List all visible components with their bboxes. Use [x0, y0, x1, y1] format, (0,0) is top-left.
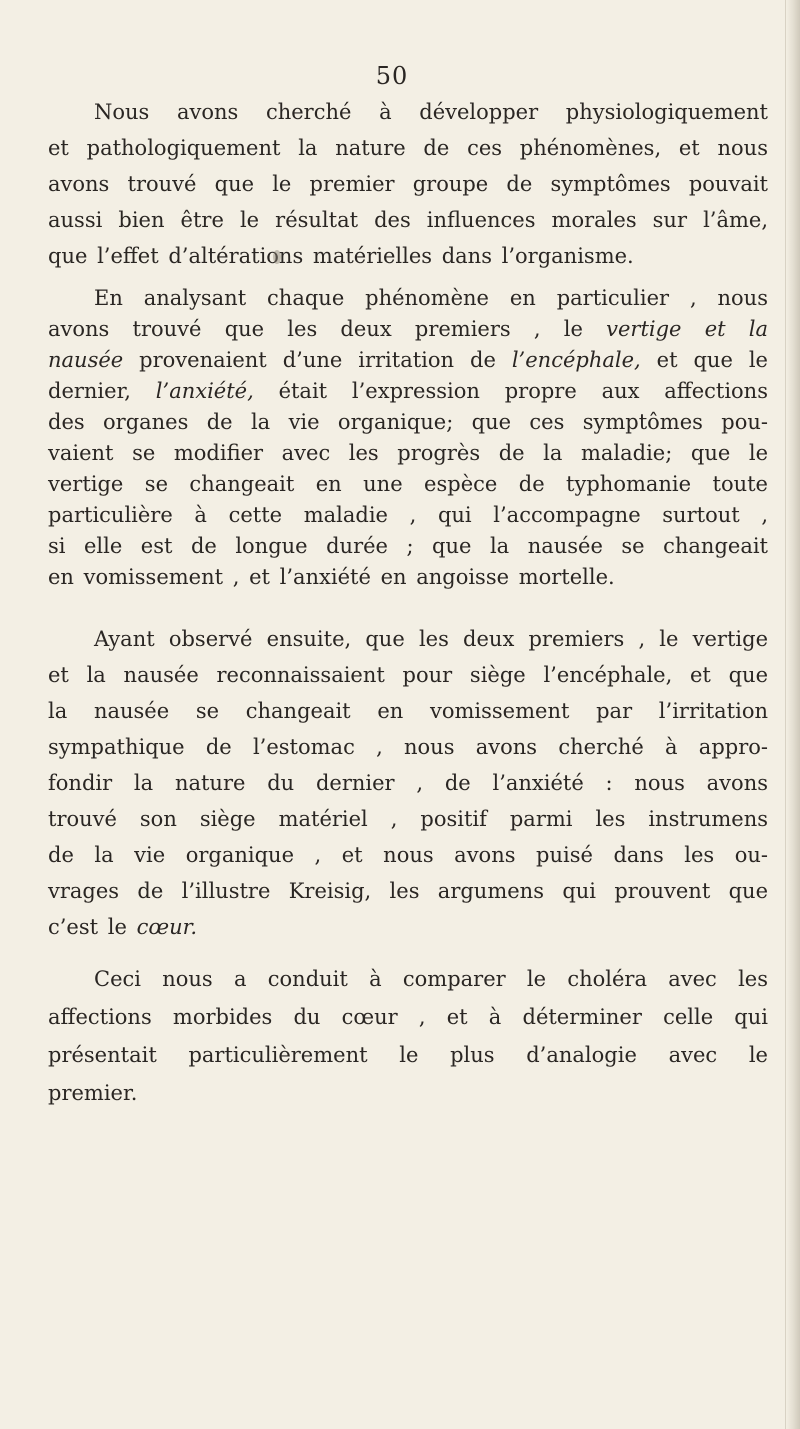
text-line: avons trouvé que le premier groupe de symptômes pouvait	[48, 172, 768, 196]
text-run: dernier,	[48, 379, 156, 403]
text-run: c’est le	[48, 915, 137, 939]
paragraph-1	[48, 94, 768, 274]
text-line: présentait particulièrement le plus d’analogie avec le	[48, 1043, 768, 1067]
text-line: de la vie organique , et nous avons puisé dans les ou-	[48, 843, 768, 867]
text-run: était l’expression propre aux affections	[253, 379, 768, 403]
text-line: trouvé son siège matériel , positif parmi les instrumens	[48, 807, 768, 831]
text-line: vaient se modifier avec les progrès de la maladie; que le	[48, 441, 768, 465]
text-line: affections morbides du cœur , et à déterminer celle qui	[48, 1005, 768, 1029]
italic-run: nausée	[48, 348, 124, 372]
text-line: et pathologiquement la nature de ces phénomènes, et nous	[48, 136, 768, 160]
text-run: provenaient d’une irritation de	[123, 348, 512, 372]
text-line: Nous avons cherché à développer physiologiquement	[94, 100, 768, 124]
text-run: avons trouvé que les deux premiers , le	[48, 317, 607, 341]
text-line: si elle est de longue durée ; que la nausée se changeait	[48, 534, 768, 558]
text-line: la nausée se changeait en vomissement par l’irritation	[48, 699, 768, 723]
text-line: premier.	[48, 1081, 138, 1105]
text-line: aussi bien être le résultat des influences morales sur l’âme,	[48, 208, 768, 232]
page-number: 50	[375, 62, 409, 90]
text-line: particulière à cette maladie , qui l’accompagne surtout ,	[48, 503, 768, 527]
text-line: et la nausée reconnaissaient pour siège l’encéphale, et que	[48, 663, 768, 687]
text-line	[48, 314, 768, 345]
paragraph-2	[48, 283, 768, 593]
text-line	[48, 376, 768, 407]
text-line: Ayant observé ensuite, que les deux premiers , le vertige	[94, 627, 768, 651]
text-line: sympathique de l’estomac , nous avons cherché à appro-	[48, 735, 768, 759]
ink-speck	[273, 250, 281, 264]
italic-run: l’anxiété,	[155, 379, 254, 403]
text-line: vrages de l’illustre Kreisig, les argumens qui prouvent que	[48, 879, 768, 903]
text-line: vertige se changeait en une espèce de typhomanie toute	[48, 472, 768, 496]
text-line: en vomissement , et l’anxiété en angoisse mortelle.	[48, 565, 615, 589]
text-line: que l’effet d’altérations matérielles dans l’organisme.	[48, 244, 634, 268]
paragraph-4	[48, 960, 768, 1112]
page-edge	[785, 0, 800, 1429]
text-line: des organes de la vie organique; que ces symptômes pou-	[48, 410, 768, 434]
text-run: et que le	[640, 348, 768, 372]
text-line	[48, 345, 768, 376]
italic-run: vertige et la	[606, 317, 769, 341]
text-line: fondir la nature du dernier , de l’anxiété : nous avons	[48, 771, 768, 795]
text-line	[48, 909, 768, 945]
paragraph-3	[48, 621, 768, 945]
text-line: Ceci nous a conduit à comparer le choléra avec les	[94, 967, 768, 991]
italic-run: l’encéphale,	[511, 348, 641, 372]
italic-run: cœur.	[136, 915, 198, 939]
text-line: En analysant chaque phénomène en particulier , nous	[94, 286, 768, 310]
